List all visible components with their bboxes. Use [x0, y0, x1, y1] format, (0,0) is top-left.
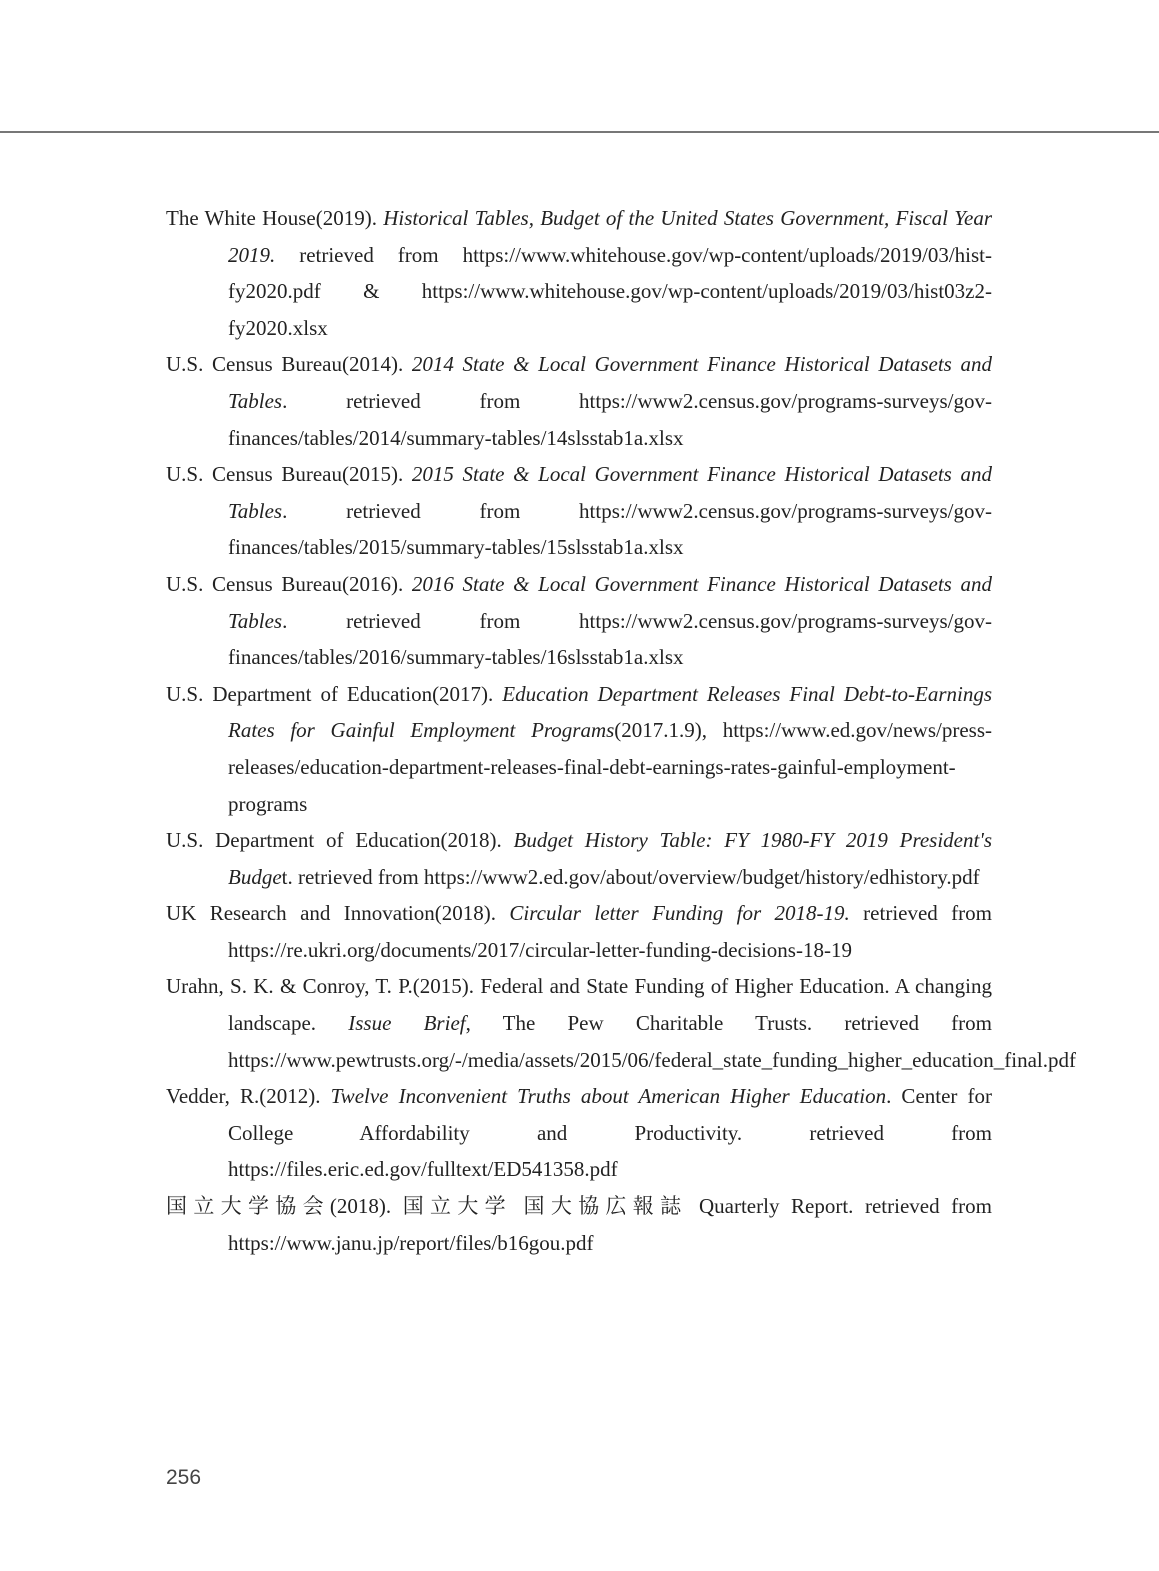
- ref-source: . retrieved from https://www2.census.gov/programs-surveys/gov-finances/tables/2015/summary-tables/15slsstab1a.xlsx: [228, 498, 992, 560]
- ref-author: U.S. Department of Education(2018).: [166, 828, 514, 853]
- ref-source: . retrieved from https://www2.census.gov/programs-surveys/gov-finances/tables/2016/summary-tables/16slsstab1a.xlsx: [228, 608, 992, 670]
- reference-item: [166, 822, 992, 895]
- ref-author: U.S. Census Bureau(2015).: [166, 462, 412, 487]
- ref-title: Historical Tables, Budget of the United States Government, Fiscal Year 2019.: [228, 206, 992, 267]
- ref-source: . Center for College Affordability and Productivity. retrieved from https://files.eric.ed.gov/fulltext/ED541358.pdf: [228, 1084, 992, 1182]
- ref-author: U.S. Department of Education(2017).: [166, 681, 503, 706]
- reference-item: [166, 456, 992, 566]
- ref-source: retrieved from https://re.ukri.org/documents/2017/circular-letter-funding-decisions-18-19: [228, 901, 993, 962]
- ref-source: retrieved from https://www.whitehouse.gov/wp-content/uploads/2019/03/hist-fy2020.pdf & https://www.whitehouse.gov/wp-content/uploads/2019/03/hist03z2-fy2020.xlsx: [228, 242, 992, 340]
- ref-title: 2014 State & Local Government Finance Historical Datasets and Tables: [228, 352, 992, 413]
- reference-item: [166, 895, 992, 968]
- ref-author: Vedder, R.(2012).: [166, 1084, 331, 1109]
- reference-list: [166, 200, 1076, 1261]
- ref-author: 国立大学協会(2018). 国立大学 国大協広報誌 Quarterly Report. retrieved from https://www.janu.jp/report/files/b16gou.pdf: [166, 1194, 992, 1255]
- reference-item: [166, 968, 1076, 1078]
- ref-source: , The Pew Charitable Trusts. retrieved from https://www.pewtrusts.org/-/media/assets/2015/06/federal_state_funding_higher_education_final.pdf: [228, 1011, 1076, 1072]
- ref-title: Twelve Inconvenient Truths about American Higher Education: [330, 1084, 887, 1109]
- reference-item: [166, 676, 992, 822]
- ref-author: U.S. Census Bureau(2016).: [166, 571, 412, 596]
- ref-source: t. retrieved from https://www2.ed.gov/about/overview/budget/history/edhistory.pdf: [281, 864, 980, 889]
- ref-source: (2017.1.9), https://www.ed.gov/news/press-releases/education-department-releases-final-debt-earnings-rates-gainful-employment-programs: [228, 718, 993, 816]
- ref-author: UK Research and Innovation(2018).: [166, 901, 510, 926]
- reference-item: [166, 1188, 992, 1261]
- ref-title: 2015 State & Local Government Finance Historical Datasets and Tables: [228, 462, 992, 523]
- page-number: 256: [166, 1466, 202, 1489]
- reference-item: [166, 1078, 992, 1188]
- ref-title: 2016 State & Local Government Finance Historical Datasets and Tables: [228, 571, 992, 633]
- ref-author: U.S. Census Bureau(2014).: [166, 352, 412, 377]
- ref-source: . retrieved from https://www2.census.gov/programs-surveys/gov-finances/tables/2014/summary-tables/14slsstab1a.xlsx: [228, 388, 992, 450]
- ref-author: Urahn, S. K. & Conroy, T. P.(2015). Federal and State Funding of Higher Education. A changing landscape.: [166, 974, 992, 1036]
- ref-author: The White House(2019).: [166, 206, 384, 230]
- ref-title: Budget History Table: FY 1980-FY 2019 President's Budge: [228, 828, 992, 889]
- reference-item: [166, 346, 992, 456]
- ref-title: Issue Brief: [348, 1011, 466, 1036]
- header-rule: [0, 131, 1159, 133]
- ref-title: Education Department Releases Final Debt-to-Earnings Rates for Gainful Employment Programs: [228, 681, 992, 743]
- ref-title: Circular letter Funding for 2018-19.: [509, 901, 850, 926]
- reference-item: [166, 200, 992, 346]
- reference-item: [166, 566, 992, 676]
